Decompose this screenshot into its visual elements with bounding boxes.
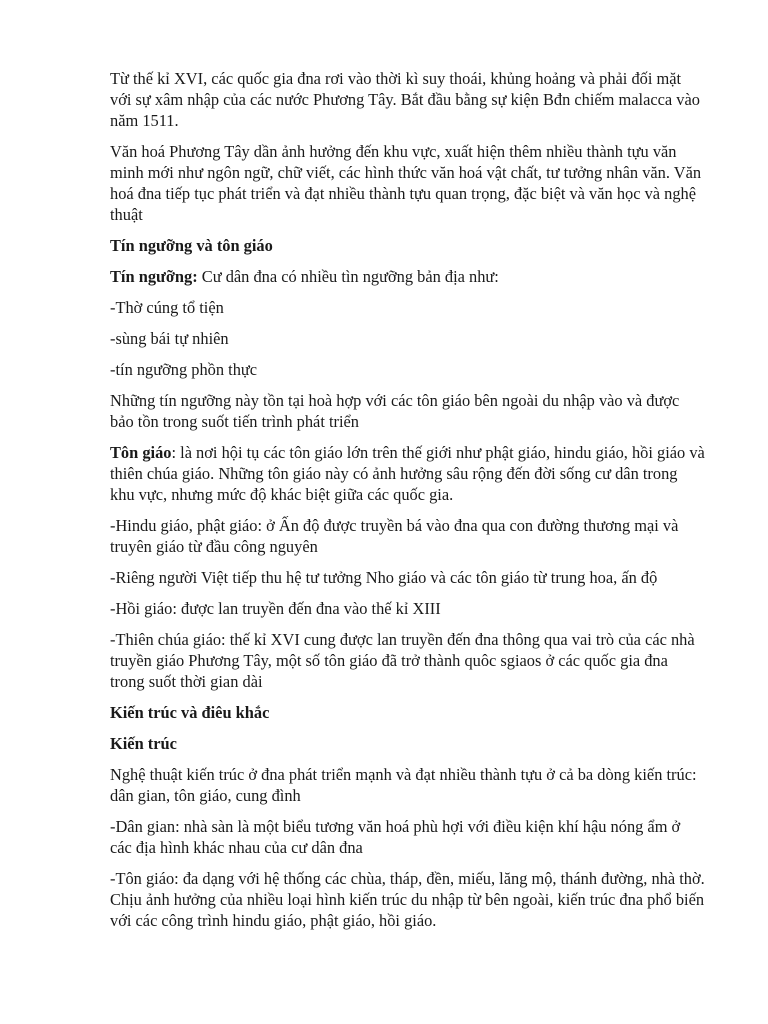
list-item: -sùng bái tự nhiên xyxy=(110,329,229,348)
document-page xyxy=(110,68,706,941)
list-item: -Hindu giáo, phật giáo: ở Ấn độ được truyền bá vào đna qua con đường thương mại và truyên giáo từ đầu công nguyên xyxy=(110,516,679,556)
beliefs-label: Tín ngưỡng: xyxy=(110,267,198,286)
religion-label: Tôn giáo xyxy=(110,443,172,462)
architecture-paragraph: Nghệ thuật kiến trúc ở đna phát triển mạnh và đạt nhiều thành tựu ở cả ba dòng kiến trúc: dân gian, tôn giáo, cung đình xyxy=(110,765,697,805)
religion-paragraph: Tôn giáo: là nơi hội tụ các tôn giáo lớn trên thế giới như phật giáo, hindu giáo, hồi giáo và thiên chúa giáo. Những tôn giáo này có ảnh hưởng sâu rộng đến đời sống cư dân trong khu vực, nhưng mức độ khác biệt giữa các quốc gia. xyxy=(110,443,705,504)
section-heading-beliefs-religion: Tín ngưỡng và tôn giáo xyxy=(110,236,273,255)
subsection-heading-architecture: Kiến trúc xyxy=(110,734,177,753)
western-culture-paragraph: Văn hoá Phương Tây dần ảnh hưởng đến khu vực, xuất hiện thêm nhiều thành tựu văn minh mới như ngôn ngữ, chữ viết, các hình thức văn hoá vật chất, tư tưởng nhân văn. Văn hoá đna tiếp tục phát triển và đạt nhiều thành tựu quan trọng, đặc biệt và văn học và nghệ thuật xyxy=(110,142,702,224)
list-item: -Tôn giáo: đa dạng với hệ thống các chùa, tháp, đền, miếu, lăng mộ, thánh đường, nhà thờ. Chịu ảnh hưởng của nhiều loại hình kiến trúc du nhập từ bên ngoài, kiến trúc đna phổ biến với các công trình hindu giáo, phật giáo, hồi giáo. xyxy=(110,869,705,930)
intro-paragraph: Từ thế kỉ XVI, các quốc gia đna rơi vào thời kì suy thoái, khủng hoảng và phải đối mặt với sự xâm nhập của các nước Phương Tây. Bắt đầu bằng sự kiện Bđn chiếm malacca vào năm 1511. xyxy=(110,69,700,130)
list-item: -Thờ cúng tổ tiện xyxy=(110,298,224,317)
list-item: -Riêng người Việt tiếp thu hệ tư tưởng Nho giáo và các tôn giáo từ trung hoa, ấn độ xyxy=(110,568,658,587)
section-heading-architecture-sculpture: Kiến trúc và điêu khắc xyxy=(110,703,270,722)
beliefs-summary-paragraph: Những tín ngưỡng này tồn tại hoà hợp với các tôn giáo bên ngoài du nhập vào và được bảo tồn trong suốt tiến trình phát triển xyxy=(110,391,680,431)
list-item: -tín ngưỡng phồn thực xyxy=(110,360,258,379)
beliefs-paragraph: Tín ngưỡng: Cư dân đna có nhiều tìn ngưỡng bản địa như: xyxy=(110,267,499,286)
list-item: -Dân gian: nhà sàn là một biểu tương văn hoá phù hợi với điều kiện khí hậu nóng ẩm ở các địa hình khác nhau của cư dân đna xyxy=(110,817,681,857)
list-item: -Thiên chúa giáo: thế kỉ XVI cung được lan truyền đến đna thông qua vai trò của các nhà truyền giáo Phương Tây, một số tôn giáo đã trở thành quôc sgiaos ở các quốc gia đna trong suốt thời gian dài xyxy=(110,630,695,691)
list-item: -Hồi giáo: được lan truyền đến đna vào thế kỉ XIII xyxy=(110,599,441,618)
